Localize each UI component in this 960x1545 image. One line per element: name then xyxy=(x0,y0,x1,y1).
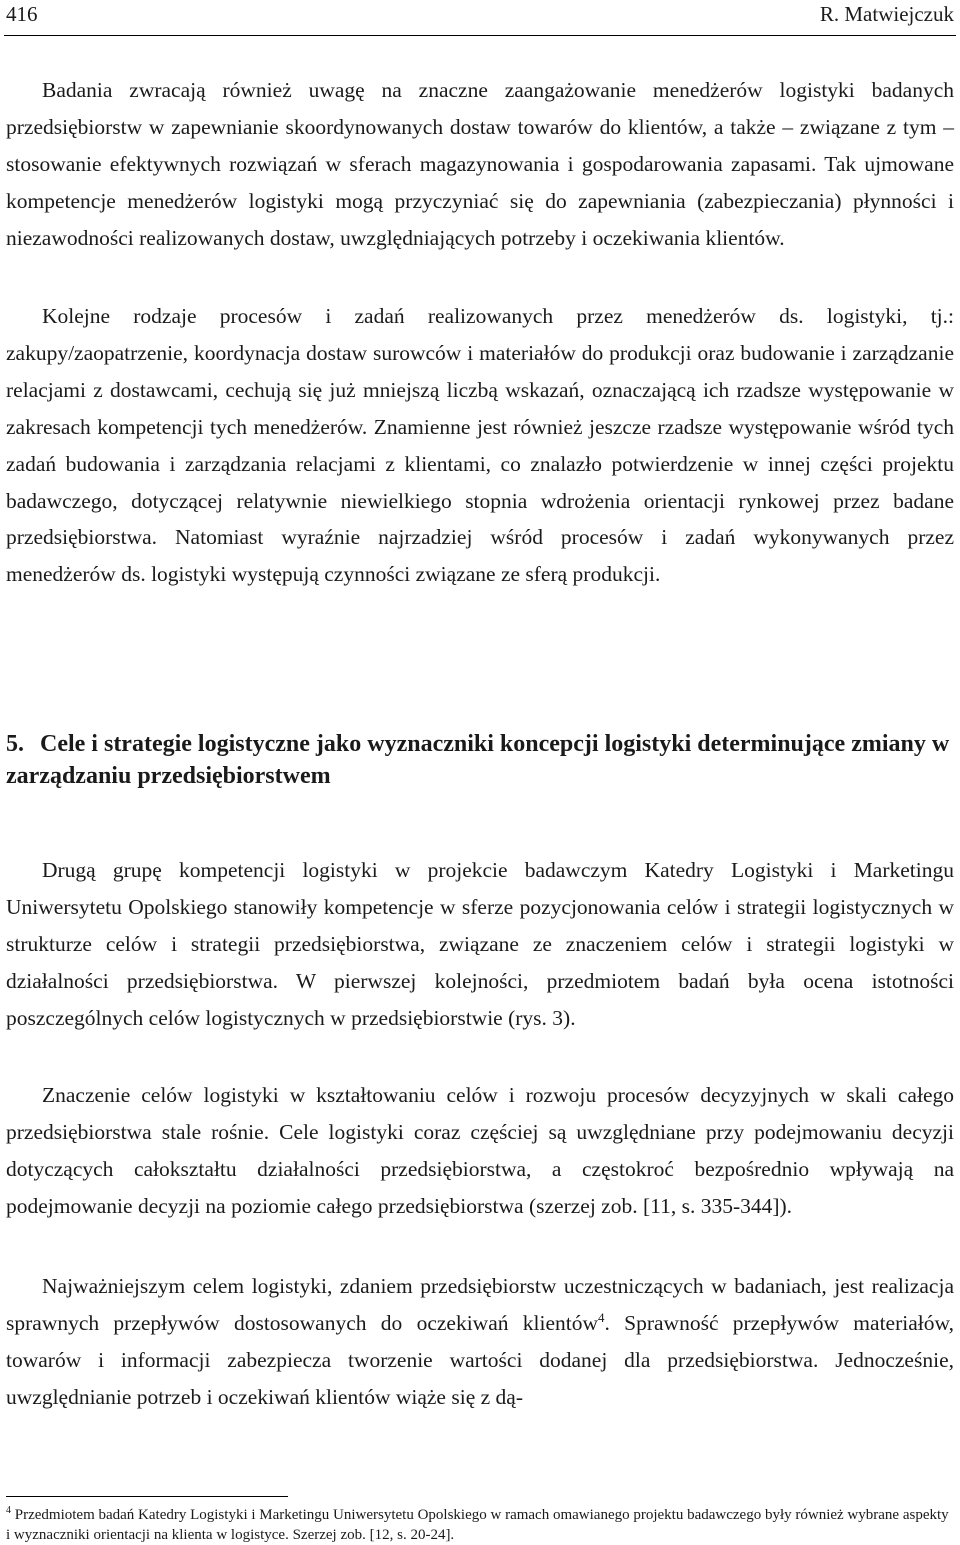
footnote-rule xyxy=(6,1496,288,1497)
paragraph-5 xyxy=(6,1268,954,1416)
paragraph-4: Znaczenie celów logistyki w kształtowaniu celów i rozwoju procesów decyzyjnych w skali całego przedsiębiorstwa stale rośnie. Cele logistyki coraz częściej są uwzględniane przy podejmowaniu decyzji dotyczących całokształtu działalności przedsiębiorstwa, a częstokroć bezpośrednio wpływają na podejmowanie decyzji na poziomie całego przedsiębiorstwa (szerzej zob. [11, s. 335-344]). xyxy=(6,1083,954,1218)
section-title: Cele i strategie logistyczne jako wyznaczniki koncepcji logistyki determinujące zmiany w zarządzaniu przedsiębiorstwem xyxy=(6,731,950,789)
paragraph-3: Drugą grupę kompetencji logistyki w projekcie badawczym Katedry Logistyki i Marketingu Uniwersytetu Opolskiego stanowiły kompetencje w sferze pozycjonowania celów i strategii logistycznych w strukturze celów i strategii przedsiębiorstwa, związane ze znaczeniem celów i strategii logistyki w działalności przedsiębiorstwa. W pierwszej kolejności, przedmiotem badań była ocena istotności poszczególnych celów logistycznych w przedsiębiorstwie (rys. 3). xyxy=(6,858,954,1030)
header-rule xyxy=(4,35,956,36)
section-number: 5. xyxy=(6,731,24,757)
running-head: R. Matwiejczuk xyxy=(819,2,954,26)
page-header xyxy=(6,2,954,32)
footnote-text: Przedmiotem badań Katedry Logistyki i Marketingu Uniwersytetu Opolskiego w ramach omawianego projektu badawczego były również wybrane aspekty i wyznaczniki orientacji na klienta w logistyce. Szerzej zob. [12, s. 20-24]. xyxy=(6,1507,949,1543)
paragraph-5-text-b: . Sprawność przepływów materiałów, towarów i informacji zabezpiecza tworzenie wartości dodanej dla przedsiębiorstwa. Jednocześnie, uwzględnianie potrzeb i oczekiwań klientów wiąże się z dą- xyxy=(6,1310,954,1409)
footnote-marker: 4 xyxy=(6,1505,11,1516)
page-number: 416 xyxy=(6,2,38,26)
footnote-reference: 4 xyxy=(598,1309,605,1325)
paragraph-2: Kolejne rodzaje procesów i zadań realizowanych przez menedżerów ds. logistyki, tj.: zakupy/zaopatrzenie, koordynacja dostaw surowców i materiałów do produkcji oraz budowanie i zarządzanie relacjami z dostawcami, cechują się już mniejszą liczbą wskazań, oznaczającą ich rzadsze występowanie w zakresach kompetencji tych menedżerów. Znamienne jest również jeszcze rzadsze występowanie wśród tych zadań budowania i zarządzania relacjami z klientami, co znalazło potwierdzenie w innej części projektu badawczego, dotyczącej relatywnie niewielkiego stopnia wdrożenia orientacji rynkowej przez badane przedsiębiorstwa. Natomiast wyraźnie najrzadziej wśród procesów i zadań wykonywanych przez menedżerów ds. logistyki występują czynności związane ze sferą produkcji. xyxy=(6,304,954,587)
paragraph-5-text-a: Najważniejszym celem logistyki, zdaniem przedsiębiorstw uczestniczących w badaniach, jest realizacja sprawnych przepływów dostosowanych do oczekiwań klientów xyxy=(6,1274,954,1335)
section-heading xyxy=(6,728,954,792)
paragraph-1: Badania zwracają również uwagę na znaczne zaangażowanie menedżerów logistyki badanych przedsiębiorstw w zapewnianie skoordynowanych dostaw towarów do klientów, a także – związane z tym – stosowanie efektywnych rozwiązań w sferach magazynowania i gospodarowania zapasami. Tak ujmowane kompetencje menedżerów logistyki mogą przyczyniać się do zapewniania (zabezpieczania) płynności i niezawodności realizowanych dostaw, uwzględniających potrzeby i oczekiwania klientów. xyxy=(6,78,954,250)
footnote xyxy=(6,1505,954,1545)
